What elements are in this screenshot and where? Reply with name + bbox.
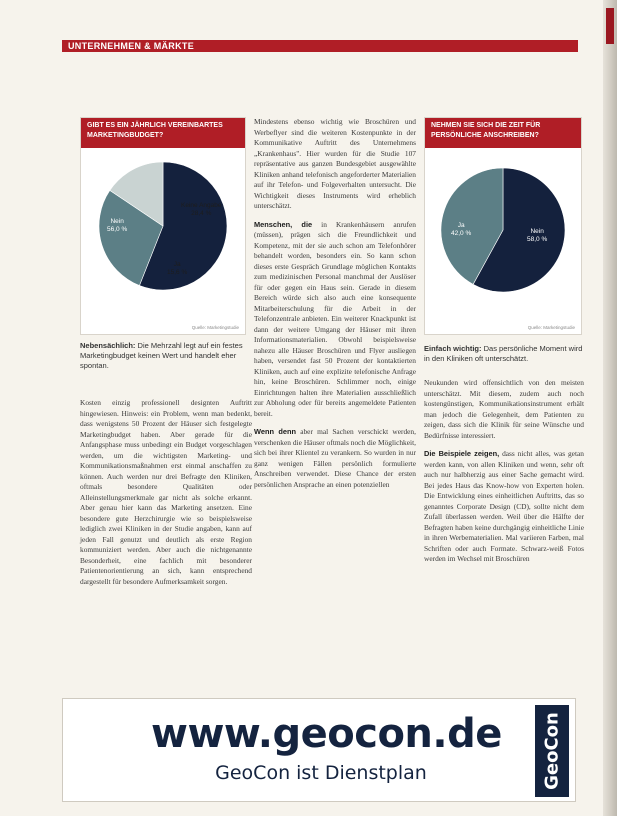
paragraph-text: dass nicht alles, was getan werden kann, von allen Kliniken und wenn, sehr oft auch nur halbherzig aus einer Sache gemacht wird. Bei jedes Haus das Know-how von Experten holen. Die Entwicklung eines einheitlichen Auftritts, das so genanntes Corporate Design (CD), sollte nicht dem Zufall überlassen werden. Weil über die Hälfte der Befragten haben keine durchgängig einheitliche Linie in ihren Werbematerialien. Mal variieren Farben, mal Schriften oder auch Formate. Schwarz-weiß Fotos werden im Wechsel mit Broschüren bbox=[424, 449, 584, 563]
paragraph-text: Neukunden wird offensichtlich von den meisten unterschätzt. Mit diesem, zudem auch noch kostengünstigen, Kommunikationsinstrument erhält man jedoch die Gelegenheit, dem Patienten zu zeigen, dass sich die Klinik für seine Wünsche und Bedürfnisse interessiert. bbox=[424, 378, 584, 440]
paragraph-lead: Wenn denn bbox=[254, 427, 297, 436]
advertisement-banner[interactable] bbox=[62, 698, 576, 802]
section-title: UNTERNEHMEN & MÄRKTE bbox=[68, 41, 194, 51]
pie-label-ja bbox=[451, 222, 471, 238]
logo-text: GeoCon bbox=[541, 712, 563, 790]
chart-caption-budget bbox=[80, 341, 252, 371]
slice-value: 28,4 % bbox=[191, 210, 212, 217]
pie-label-keine-angabe bbox=[181, 202, 221, 218]
slice-value: 15,6 % bbox=[167, 269, 188, 276]
caption-text: Das persönliche Moment wird in den Kliniken oft unterschätzt. bbox=[424, 344, 583, 363]
slice-label: Ja bbox=[173, 261, 181, 268]
paragraph bbox=[254, 220, 416, 420]
page-edge bbox=[603, 0, 617, 816]
geocon-logo bbox=[535, 705, 569, 797]
paragraph bbox=[424, 449, 584, 565]
paragraph bbox=[80, 398, 252, 587]
chart-title-budget bbox=[81, 118, 245, 148]
pie-label-ja bbox=[167, 261, 187, 277]
chart-title-line: PERSÖNLICHE ANSCHREIBEN? bbox=[431, 132, 539, 139]
chart-box-anschreiben bbox=[424, 117, 582, 335]
paragraph-text: Mindestens ebenso wichtig wie Broschüren und Werbeflyer sind die weiteren Kostenpunkte in der Kommunikative Auftritt des Unternehmens „Krankenhaus". Hier wurden für die Studie 107 repräsentative aus ganzen Bundesgebiet ausgewählte Kliniken anhand telefonisch angeforderter Materialien auf ihr Telefon- und Folgeverhalten untersucht. Die Wichtigkeit dieses Instruments wird erheblich unterschätzt. bbox=[254, 117, 416, 210]
text-column-middle bbox=[254, 117, 416, 498]
paragraph bbox=[254, 427, 416, 490]
pie-chart-budget bbox=[81, 150, 245, 320]
chart-title-line: MARKETINGBUDGET? bbox=[87, 132, 164, 139]
ad-url[interactable]: www.geocon.de bbox=[151, 711, 502, 757]
chart-box-budget bbox=[80, 117, 246, 335]
text-column-left bbox=[80, 398, 252, 595]
pie-label-nein bbox=[527, 228, 547, 244]
slice-label: Nein bbox=[110, 218, 124, 225]
paragraph-lead: Menschen, die bbox=[254, 219, 313, 229]
paragraph-text: aber mal Sachen verschickt werden, verschenken die Häuser oftmals noch die Möglichkeit, sich bei ihrer Klientel zu verankern. So wurden in nur ganz wenigen Fällen persönlich formulierte Anschreiben verwendet. Diese Chance der ersten persönlichen Ansprache an einen potenziellen bbox=[254, 427, 416, 489]
paragraph bbox=[254, 117, 416, 212]
chart-caption-anschreiben bbox=[424, 344, 584, 364]
caption-bold: Nebensächlich: bbox=[80, 341, 136, 350]
caption-bold: Einfach wichtig: bbox=[424, 344, 482, 353]
chart-source: Quelle: Marketingstudie bbox=[527, 325, 575, 330]
chart-title-line: NEHMEN SIE SICH DIE ZEIT FÜR bbox=[431, 122, 541, 129]
page-tab-marker bbox=[606, 8, 614, 44]
slice-label: Keine Angabe bbox=[181, 202, 222, 209]
slice-value: 56,0 % bbox=[107, 226, 128, 233]
pie-chart-anschreiben bbox=[425, 150, 581, 320]
section-header-bar bbox=[62, 40, 578, 52]
paragraph-lead: Die Beispiele zeigen, bbox=[424, 449, 500, 458]
slice-value: 42,0 % bbox=[451, 230, 472, 237]
paragraph-text: Kosten einzig professionell designten Auftritt hingewiesen. Hinweis: ein Problem, wenn man bedenkt, dass wenigstens 50 Prozent der Häuser sich festgelegte Marketingbudget haben. Aber gerade für die Anfangsphase muss unbedingt ein Budget vorgeschlagen werden, um die wichtigsten Marketing- und Kommunikationsmaßnahmen erst einmal anschaffen zu können. Auch werden nur drei Befragte den Kliniken, oftmals besondere Qualitäten oder Alleinstellungsmerkmale gar nicht als solche erkannt. Aber genau hier kann das Marketing ansetzen. Eine besondere gute Herzchirurgie wie so beispielsweise lediglich zwei Kliniken in der Studie angaben, kann auf jeden Fall genutzt und deutlich als erste Region kommuniziert werden. Aber auch die nichtgenannte Besonderheit, eine fachlich mit besonderer Patientenorientierung an sich, kann entsprechend dargestellt für besondere Aufmerksamkeit sorgen. bbox=[80, 398, 252, 586]
text-column-right bbox=[424, 378, 584, 573]
slice-label: Nein bbox=[530, 228, 544, 235]
paragraph-text: in Krankenhäusern anrufen (müssen), prägen sich die Freundlichkeit und Kompetenz, mit der sie auch schon am Telefonhörer behandelt worden, besonders ein. So kann schon dieses erste Gespräch Grundlage möglichen Kontakts zum medizinischen Personal manchmal der Auslöser für oder gegen ein Haus sein. Gerade in diesem Bereich würde sich also auch eine konsequente Mitarbeiterschulung für die Arbeit in der Telefonzentrale anbieten. Ein weiterer Knackpunkt ist dann der weitere Umgang der Häuser mit ihren Informationsmaterialien. Obwohl beispielsweise nahezu alle Häuser Broschüren und Flyer ausliegen haben, versendet fast 50 Prozent der kontaktierten Kliniken, auch auf eine explizite telefonische Anfrage hin, keine Broschüren. Schlimmer noch, einige Einrichtungen halten ihre Materialien ausschließlich zur Abholung oder für bereits angemeldete Patienten bereit. bbox=[254, 219, 416, 418]
paragraph bbox=[424, 378, 584, 441]
pie-label-nein bbox=[107, 218, 127, 234]
slice-label: Ja bbox=[457, 222, 465, 229]
ad-slogan: GeoCon ist Dienstplan bbox=[215, 762, 427, 784]
chart-title-anschreiben bbox=[425, 118, 581, 148]
chart-title-line: GIBT ES EIN JÄHRLICH VEREINBARTES bbox=[87, 122, 223, 129]
slice-value: 58,0 % bbox=[527, 236, 548, 243]
caption-text: Die Mehrzahl legt auf ein festes Marketingbudget keinen Wert und handelt eher spontan. bbox=[80, 341, 243, 370]
chart-source: Quelle: Marketingstudie bbox=[191, 325, 239, 330]
